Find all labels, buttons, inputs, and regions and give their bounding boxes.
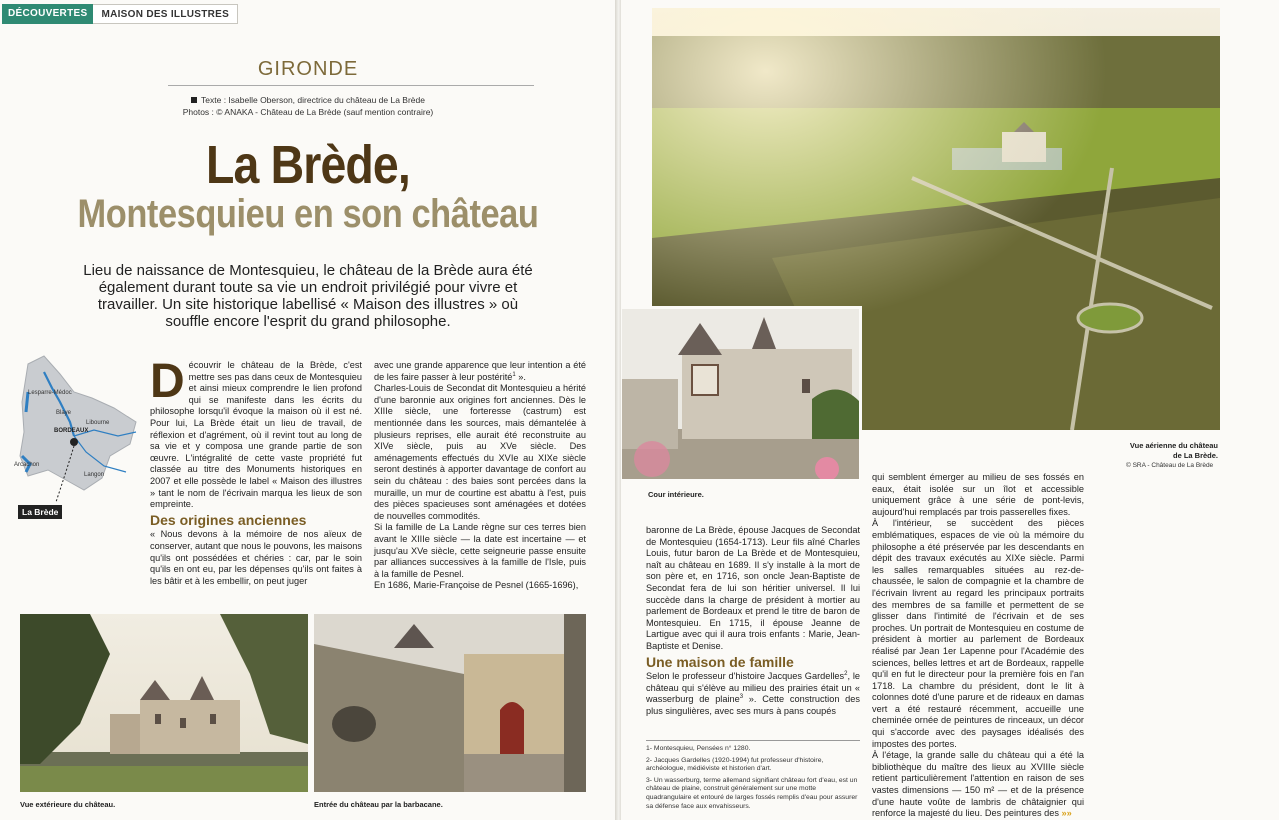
footnotes-rule (646, 740, 860, 741)
photo-courtyard-graphic (622, 309, 859, 482)
col3-p2-c: ». Cette construction des plus singulières, avec ses murs à pans coupés (646, 694, 860, 716)
article-credits (0, 94, 616, 118)
lede-paragraph: Lieu de naissance de Montesquieu, le château de la Brède aura été également durant toute sa vie un endroit privilégié pour vivre et travailler. Un site historique labellisé « Maison des illustres » où souffle encore l'esprit du grand philosophe. (83, 262, 533, 330)
region-title: GIRONDE (257, 58, 359, 80)
photo-barbican (314, 614, 586, 792)
col2-paragraph-4: En 1686, Marie-Françoise de Pesnel (1665-1696), (374, 580, 579, 591)
headline-line1: La Brède, (206, 135, 410, 195)
labrede-marker-icon (70, 438, 78, 446)
gironde-map (14, 352, 140, 524)
series-label: MAISON DES ILLUSTRES (93, 4, 238, 24)
article-column-4 (872, 472, 1084, 820)
col3-p2-a: Selon le professeur d'histoire Jacques Gardelles (646, 671, 845, 682)
section-rubric (2, 4, 238, 24)
map-label-langon: Langon (84, 472, 105, 478)
article-column-2 (374, 360, 586, 592)
col3-p2-b: , le château qui s'élève au milieu des prairies était un « wasserburg de plaine (646, 671, 860, 705)
caption-barbican: Entrée du château par la barbacane. (314, 800, 443, 809)
article-column-3 (646, 525, 860, 718)
col2-paragraph-2: Charles-Louis de Secondat dit Montesquieu a hérité d'une baronnie aux origines fort anciennes. Dès le XIIIe siècle, une forteresse (castrum) est mentionnée dans les sources, mais démantelée à plusieurs reprises, elle aurait été reconstruite au XIVe siècle, puis au XVe siècle. Des aménagements effectués du XVIe au XIXe siècle seront destinés à apporter davantage de confort au sein du château : des baies sont percées dans la muraille, un mur de courtine est abattu à l'est, puis des pièces spacieuses sont aménagées et dotées de nouvelles commodités. (374, 383, 586, 521)
footnote-1: 1- Montesquieu, Pensées n° 1280. (646, 745, 751, 752)
aerial-photo-credit: © SRA - Château de La Brède (1126, 462, 1214, 469)
col2-paragraph-1 (374, 360, 586, 383)
caption-courtyard: Cour intérieure. (648, 490, 704, 499)
col4-paragraph-3 (872, 750, 1084, 820)
subheading-maison: Une maison de famille (646, 653, 794, 670)
caption-aerial-line2: de La Brède. (1172, 451, 1218, 460)
photo-exterior-graphic (20, 614, 308, 792)
article-column-1 (150, 355, 362, 587)
map-label-bordeaux: BORDEAUX (54, 428, 89, 434)
bullet-square-icon (191, 97, 197, 103)
photo-courtyard (622, 306, 862, 482)
map-label-arcachon: Arcachon (14, 462, 40, 468)
text-credit: Texte : Isabelle Oberson, directrice du château de La Brède (201, 95, 425, 105)
headline-line2: Montesquieu en son château (77, 192, 539, 236)
photo-barbican-graphic (314, 614, 586, 792)
col4-p3-text: À l'étage, la grande salle du château qui a été la bibliothèque du maître des lieux au XVIIIe siècle retient particulièrement l'attention en raison de ses vastes dimensions — 150 m² — et de la présence d'une haute voûte de lambris de châtaignier qui renforce la majesté du lieu. Des peintures des (872, 750, 1084, 819)
continue-arrow-icon: »» (1061, 808, 1072, 819)
col2-p1-text: avec une grande apparence que leur intention a été de les faire passer à leur postérité (374, 360, 586, 382)
footnote-ref-2: 2 (844, 671, 848, 678)
caption-aerial (1128, 441, 1218, 461)
photo-credit: Photos : © ANAKA - Château de La Brède (sauf mention contraire) (182, 107, 434, 117)
col1-paragraph-1: écouvrir le château de la Brède, c'est mettre ses pas dans ceux de Montesquieu et ainsi mieux comprendre le lien profond qui se manifeste dans les écrits du philosophe lorsqu'il évoque la maison où il est né. Pour lui, La Brède était un lieu de travail, de réflexion et d'agrément, où il revint tout au long de sa vie et y composa une grande partie de son œuvre. L'intégralité de cette vaste propriété fut classée au titre des Monuments historiques en 2007 et elle possède le label « Maison des illustres » tant le nom de l'écrivain marqua les lieux de son empreinte. (150, 360, 362, 510)
col2-paragraph-3: Si la famille de La Lande règne sur ces terres bien avant le XIIIe siècle — la date est incertaine — et jusqu'au XVe siècle, cette seigneurie passe ensuite par alliances successives à la famille de l'Isle, puis à la famille de Pesnel. (374, 522, 586, 579)
region-rule (168, 85, 534, 86)
caption-aerial-line1: Vue aérienne du château (1129, 441, 1218, 450)
map-label-blaye: Blaye (56, 410, 72, 416)
map-label-libourne: Libourne (86, 420, 110, 426)
footnote-ref-1: 1 (512, 371, 516, 378)
gironde-map-graphic (14, 352, 140, 524)
left-page (0, 0, 616, 820)
col4-paragraph-1: qui semblent émerger au milieu de ses fossés en eaux, était isolée sur un îlot et accessible uniquement grâce à une série de pont-levis, aujourd'hui remplacés par trois passerelles fixes. (872, 472, 1084, 517)
col1-paragraph-2: « Nous devons à la mémoire de nos aïeux de conserver, autant que nous le pouvons, les maisons qu'ils ont possédées et chéries : car, par le soin qu'ils en ont eu, par les dépenses qu'ils ont faites à les bâtir et à les embellir, on peut juger (150, 529, 362, 586)
photo-exterior (20, 614, 308, 792)
footnotes (646, 740, 860, 814)
col4-paragraph-2: À l'intérieur, se succèdent des pièces emblématiques, espaces de vie où la mémoire du philosophe a été préservée par les descendants en dépit des travaux exécutés au XIXe siècle. Parmi les salles remarquables situées au rez-de-chaussée, le salon de compagnie et la chambre de l'écrivain livrent au regard les principaux portraits des membres de sa famille et permettent de se glisser dans l'intimité de l'écrivain et de ses proches. Un portrait de Montesquieu en costume de président à mortier au parlement de Bordeaux réalisé par Jean 1er Lapenne pour l'Académie des sciences, belles lettres et art de Bordeaux, rappelle qu'il en fut le directeur pour la première fois en l'an 1718. La chambre du président, dont le lit à colonnes doté d'une parure et de rideaux en damas vert a été restauré récemment, accueille une cheminée ornée de peintures de rinceaux, un décor qui s'accorde avec des paysages idéalisés des impostes des portes. (872, 518, 1084, 749)
footnote-3: 3- Un wasserburg, terme allemand signifiant château fort d'eau, est un château de plaine, construit généralement sur une motte quadrangulaire et entouré de larges fossés remplis d'eau pour assurer sa défense face aux envahisseurs. (646, 776, 858, 810)
caption-exterior: Vue extérieure du château. (20, 800, 116, 809)
section-label: DÉCOUVERTES (2, 4, 93, 24)
col2-p1-end: ». (515, 371, 526, 382)
footnote-2: 2- Jacques Gardelles (1920-1994) fut professeur d'histoire, archéologue, médiéviste et historien d'art. (646, 756, 824, 773)
map-label-lesparre: Lesparre-Médoc (28, 390, 72, 396)
footnote-ref-3: 3 (739, 694, 744, 701)
map-tag-labrede: La Brède (18, 505, 62, 519)
col3-paragraph-1: baronne de La Brède, épouse Jacques de Secondat de Montesquieu (1654-1713). Leur fils aîné Charles Louis, futur baron de La Brède et de Montesquieu, naît au château en 1689. Il s'y installe à la mort de son père et, en 1716, son oncle Jean-Baptiste de Secondat fera de lui son héritier universel. Il lui succède dans la charge de président à mortier au parlement de Bordeaux et prend le titre de baron de Montesquieu. En 1715, il épouse Jeanne de Lartigue avec qui il aura trois enfants : Marie, Jean-Baptiste et Denise. (646, 525, 860, 651)
subheading-origines: Des origines anciennes (150, 511, 307, 528)
drop-cap: D (150, 355, 185, 408)
col3-paragraph-2 (646, 671, 860, 717)
